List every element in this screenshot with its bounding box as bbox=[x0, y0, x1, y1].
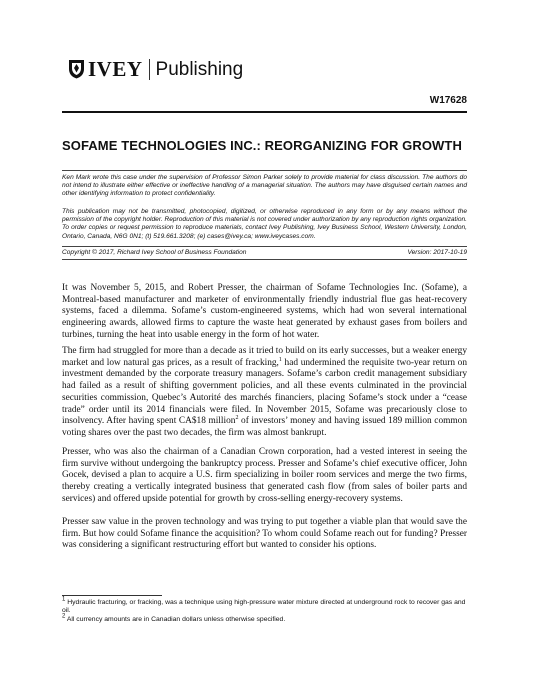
header-rule bbox=[62, 111, 467, 113]
footnote-2-mark: 2 bbox=[62, 613, 66, 620]
publisher-label: Publishing bbox=[155, 58, 244, 80]
ivey-publishing-logo bbox=[68, 57, 243, 81]
footnote-2 bbox=[62, 613, 467, 624]
footnote-ref-2[interactable]: 2 bbox=[235, 415, 239, 422]
author-note: Ken Mark wrote this case under the supervision of Professor Simon Parker solely to provide material for class discussion. The authors do not intend to illustrate either effective or ineffective handling of a managerial situation. The authors may have disguised certain names and other identifying information to protect confidentiality. bbox=[62, 174, 467, 198]
paragraph-2-text-c: of investors’ money and having issued 189 million common voting shares over the past two decades, the firm was almost bankrupt. bbox=[62, 416, 468, 438]
footnote-rule bbox=[62, 595, 162, 596]
body-paragraph-1: It was November 5, 2015, and Robert Presser, the chairman of Sofame Technologies Inc. (Sofame), a Montreal-based manufacturer and marketer of environmentally friendly industrial flue gas heat-recovery systems, faced a dilemma. Sofame’s custom-engineered systems, which had won several international engineering awards, allowed firms to capture the waste heat generated by exhaust gases from boilers and turbines, turning the heat into usable energy in the form of hot water. bbox=[62, 283, 467, 340]
logo-divider bbox=[149, 59, 150, 80]
body-paragraph-3: Presser, who was also the chairman of a Canadian Crown corporation, had a vested interest in seeing the firm survive without undergoing the bankruptcy process. Presser and Sofame’s chief executive officer, John Gocek, devised a plan to acquire a U.S. firm specializing in boiler room services and merge the two firms, thereby creating a vertically integrated business that generated cash flow (from sales of boiler parts and services) and offered upside potential for growth by cross-selling energy-recovery systems. bbox=[62, 447, 467, 504]
version-label: Version: 2017-10-19 bbox=[407, 249, 467, 256]
copyright-bottom-rule bbox=[62, 259, 467, 260]
paragraph-2-text-b: had undermined the requisite two-year return on investment demanded by the corporate treasury managers. Sofame’s carbon credit management subsidiary had failed as a result of shifting government policies, and all these events culminated in the provincial securities commission, Quebec’s Autorité des marchés financiers, placing Sofame’s stock under a “cease trade” order until its 2014 financials were filed. In November 2015, Sofame was precariously close to insolvency. After having spent CA$18 million bbox=[62, 357, 468, 427]
brand-name: IVEY bbox=[88, 56, 143, 81]
footnote-1-text: Hydraulic fracturing, or fracking, was a technique using high-pressure water mixture directed at underground rock to recover gas and oil. bbox=[62, 599, 466, 615]
footnote-1 bbox=[62, 596, 467, 615]
body-paragraph-4: Presser saw value in the proven technology and was trying to put together a viable plan that would save the firm. But how could Sofame finance the acquisition? To whom could Sofame reach out for funding? Presser was considering a significant restructuring effort but wanted to consider his options. bbox=[62, 517, 467, 551]
notes-top-rule bbox=[62, 170, 467, 171]
footnote-2-text: All currency amounts are in Canadian dollars unless otherwise specified. bbox=[65, 616, 286, 623]
ivey-crest-icon bbox=[68, 59, 85, 79]
paragraph-2-text-a: The firm had struggled for more than a decade as it tried to build on its early successes, but a weaker energy market and low natural gas prices, as a result of fracking, bbox=[62, 346, 467, 368]
case-number: W17628 bbox=[429, 95, 467, 106]
body-paragraph-2 bbox=[62, 346, 467, 440]
permission-note: This publication may not be transmitted, photocopied, digitized, or otherwise reproduced in any form or by any means without the permission of the copyright holder. Reproduction of this material is not covered under authorization by any reproduction rights organization. To order copies or request permission to reproduce materials, contact Ivey Publishing, Ivey Business School, Western University, London, Ontario, Canada, N6G 0N1; (t) 519.661.3208; (e) cases@ivey.ca; www.iveycases.com. bbox=[62, 208, 467, 240]
copyright-line: Copyright © 2017, Richard Ivey School of Business Foundation bbox=[62, 249, 247, 256]
footnote-1-mark: 1 bbox=[62, 596, 66, 603]
document-title: SOFAME TECHNOLOGIES INC.: REORGANIZING FOR GROWTH bbox=[62, 138, 462, 153]
footnote-ref-1[interactable]: 1 bbox=[278, 356, 282, 363]
copyright-top-rule bbox=[62, 246, 467, 247]
